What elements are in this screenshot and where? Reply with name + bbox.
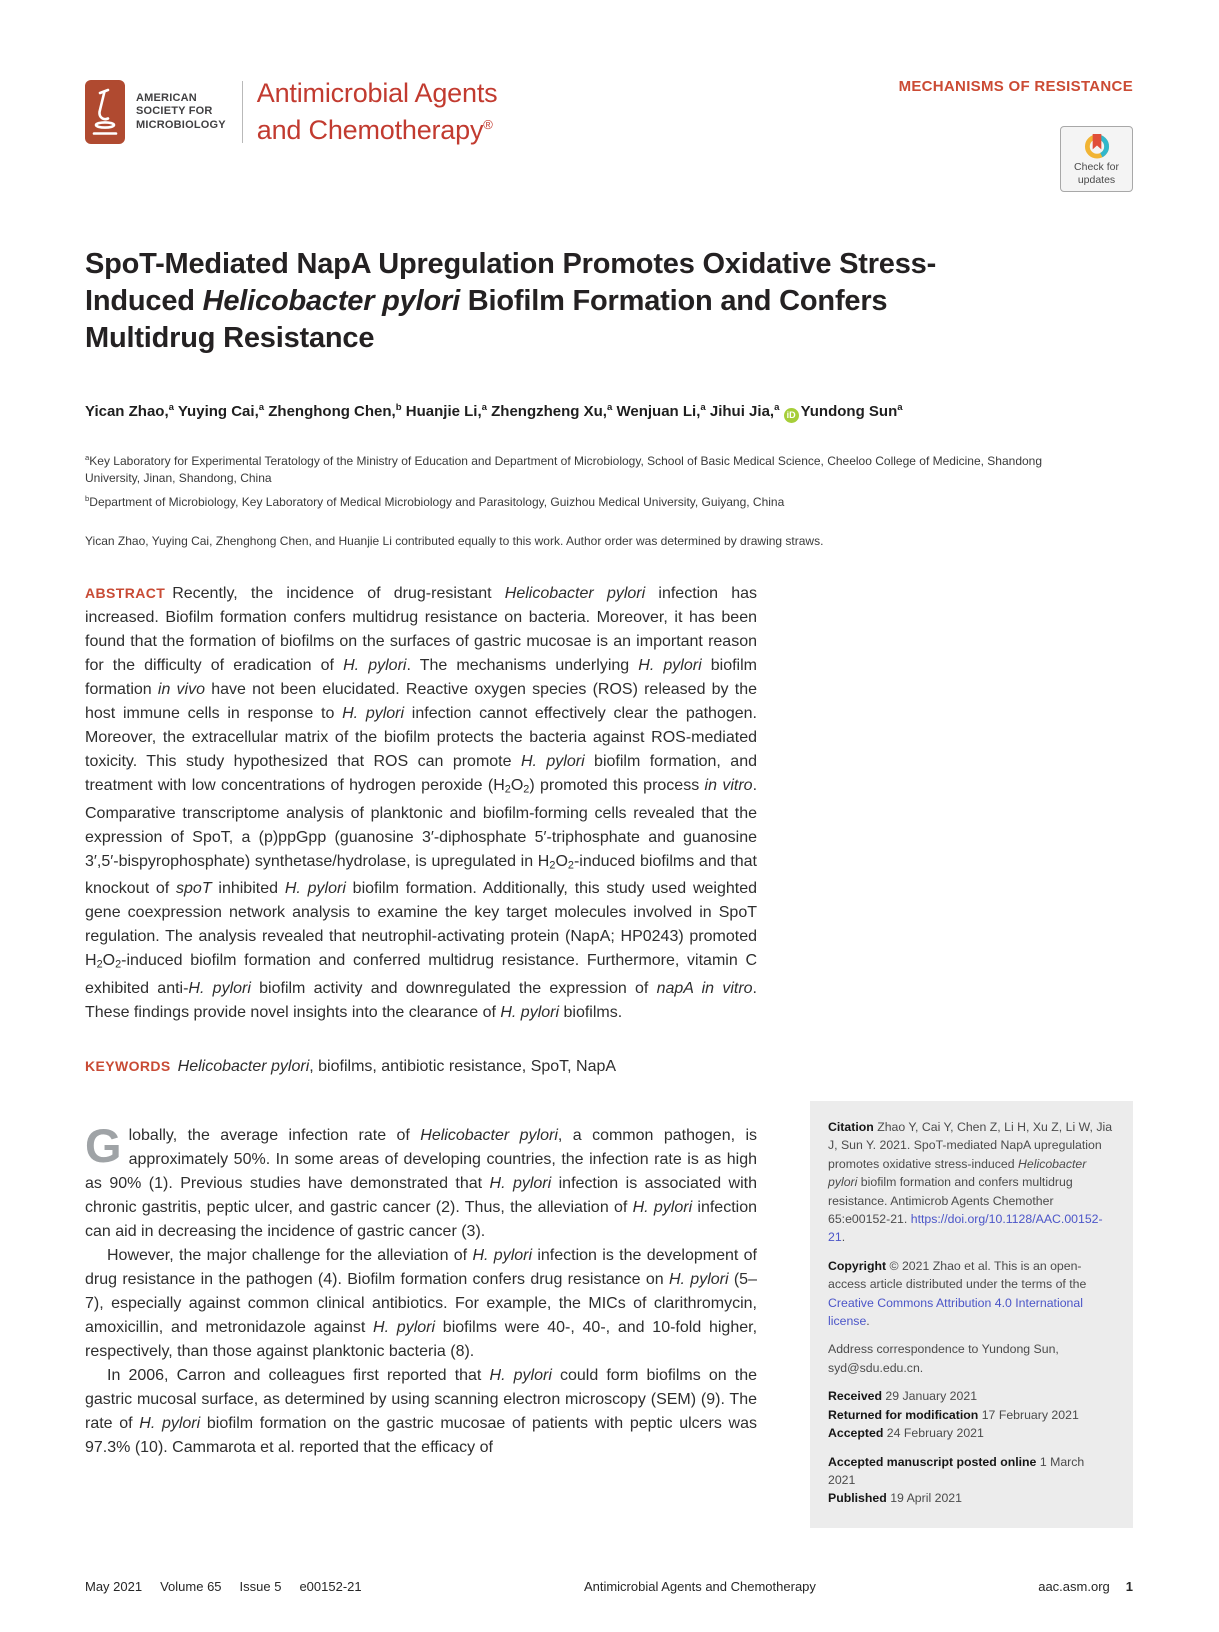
posted-online-text: Accepted manuscript posted online 1 March 2021 [828, 1454, 1085, 1487]
journal-title-line2: and Chemotherapy® [256, 115, 493, 145]
authors-line: Yican Zhao,$^a$ Yuying Cai,$^a$ Zhenghong Chen,$^b$ Huanjie Li,$^a$ Zhengzheng Xu,$^a$ Wenjuan Li,$^a$ Jihui Jia,$^a$ iD Yundong Sun$^a$ [85, 402, 1133, 423]
orcid-icon[interactable]: iD [784, 408, 799, 423]
asm-logo [85, 80, 125, 144]
inline-link[interactable]: Creative Commons Attribution 4.0 International license [828, 1295, 1083, 1329]
abstract-label: ABSTRACT [85, 585, 166, 601]
body-paragraph-3: In 2006, Carron and colleagues first reported that H. pylori could form biofilms on the gastric mucosal surface, as determined by using scanning electron microscopy (SEM) (9). The rate of H. pylori biofilm formation on the gastric mucosae of patients with peptic ulcers was 97.3% (10). Cammarota et al. reported that the efficacy of [85, 1367, 758, 1457]
society-line: MICROBIOLOGY [136, 118, 226, 131]
footer-date: May 2021 [85, 1579, 143, 1594]
body-text [85, 1119, 758, 1460]
registered-mark: ® [483, 117, 493, 132]
masthead-right [899, 78, 1133, 192]
received-text: Received 29 January 2021 [828, 1389, 978, 1404]
check-for-updates-label: Check for updates [1074, 161, 1119, 186]
abstract-text: Recently, the incidence of drug-resistant Helicobacter pylori infection has increased. Biofilm formation confers multidrug resistance on bacteria. Moreover, it has been found that the formation of biofilms on the surfaces of gastric mucosae is an important reason for the difficulty of eradication of H. pylori. The mechanisms underlying H. pylori biofilm formation in vivo have not been elucidated. Reactive oxygen species (ROS) released by the host immune cells in response to H. pylori infection cannot effectively clear the pathogen. Moreover, the extracellular matrix of the biofilm protects the bacteria against ROS-mediated toxicity. This study hypothesized that ROS can promote H. pylori biofilm formation, and treatment with low concentrations of hydrogen peroxide (H2O2) promoted this process in vitro. Comparative transcriptome analysis of planktonic and biofilm-forming cells revealed that the expression of SpoT, a (p)ppGpp (guanosine 3′-diphosphate 5′-triphosphate and guanosine 3′,5′-bispyrophosphate) synthetase/hydrolase, is upregulated in H2O2-induced biofilms and that knockout of spoT inhibited H. pylori biofilm formation. Additionally, this study used weighted gene coexpression network analysis to examine the key target molecules involved in SpoT regulation. The analysis revealed that neutrophil-activating protein (NapA; HP0243) promoted H2O2-induced biofilm formation and conferred multidrug resistance. Furthermore, vitamin C exhibited anti-H. pylori biofilm activity and downregulated the expression of napA in vitro. These findings provide novel insights into the clearance of H. pylori biofilms. [85, 585, 758, 1022]
keywords-line [85, 1055, 757, 1078]
check-for-updates-icon [1080, 133, 1114, 159]
abstract-paragraph [85, 581, 757, 1025]
footer-article-id: e00152-21 [299, 1579, 362, 1594]
microscope-icon [90, 86, 120, 138]
published-text: Published 19 April 2021 [828, 1491, 962, 1506]
journal-title [257, 78, 498, 146]
masthead-divider [242, 81, 243, 143]
footer-page-number: 1 [1125, 1579, 1133, 1594]
title-line-2: Induced Helicobacter pylori Biofilm Formation and Confers [85, 285, 888, 317]
citation-box [810, 1101, 1133, 1528]
copyright-text: Copyright © 2021 Zhao et al. This is an open-access article distributed under the terms of the Creative Commons Attribution 4.0 International license. [828, 1258, 1087, 1329]
journal-title-line1: Antimicrobial Agents [256, 78, 498, 108]
society-name [136, 92, 226, 133]
footer-site-link[interactable]: aac.asm.org [1038, 1579, 1110, 1594]
affiliation-a: $^a$Key Laboratory for Experimental Teratology of the Ministry of Education and Department of Microbiology, School of Basic Medical Science, Cheeloo College of Medicine, Shandong University, Jinan, Shandong, China [85, 453, 1043, 485]
section-label: MECHANISMS OF RESISTANCE [898, 78, 1133, 95]
body-paragraph-2: However, the major challenge for the alleviation of H. pylori infection is the development of drug resistance in the pathogen (4). Biofilm formation confers drug resistance on H. pylori (5–7), especially against common clinical antibiotics. For example, the MICs of clarithromycin, amoxicillin, and metronidazole against H. pylori biofilms were 40-, 40-, and 10-fold higher, respectively, than those against planktonic bacteria (8). [85, 1247, 758, 1361]
main-column [85, 573, 757, 1528]
content-columns [85, 573, 1133, 1528]
title-line-3: Multidrug Resistance [85, 322, 375, 354]
check-for-updates-button[interactable] [1060, 126, 1133, 192]
citation-text: Citation Zhao Y, Cai Y, Chen Z, Li H, Xu Z, Li W, Jia J, Sun Y. 2021. SpoT-mediated NapA upregulation promotes oxidative stress-induced Helicobacter pylori biofilm formation and confers multidrug resistance. Antimicrob Agents Chemother 65:e00152-21. https://doi.org/10.1128/AAC.00152-21. [828, 1120, 1113, 1245]
title-line-1: SpoT-Mediated NapA Upregulation Promotes Oxidative Stress- [85, 248, 937, 280]
society-line: SOCIETY FOR [136, 105, 213, 118]
footer-volume: Volume 65 [160, 1579, 222, 1594]
dropcap: G [85, 1119, 122, 1173]
footer-journal-name: Antimicrobial Agents and Chemotherapy [583, 1579, 816, 1594]
contribution-note: Yican Zhao, Yuying Cai, Zhenghong Chen, and Huanjie Li contributed equally to this work. Author order was determined by drawing straws. [85, 534, 824, 548]
page-footer [85, 1579, 1133, 1594]
side-column [810, 573, 1133, 1528]
accepted-text: Accepted 24 February 2021 [828, 1426, 984, 1441]
returned-text: Returned for modification 17 February 2021 [828, 1407, 1079, 1422]
keywords-label: KEYWORDS [85, 1058, 171, 1075]
correspondence-text: Address correspondence to Yundong Sun, syd@sdu.edu.cn. [828, 1342, 1059, 1375]
article-title [85, 246, 1085, 357]
footer-issue-info [85, 1579, 362, 1594]
journal-branding [85, 78, 497, 146]
footer-right [1038, 1579, 1133, 1594]
affiliation-b: $^b$Department of Microbiology, Key Laboratory of Medical Microbiology and Parasitology, Guizhou Medical University, Guiyang, China [85, 494, 785, 509]
keywords-text: Helicobacter pylori, biofilms, antibiotic resistance, SpoT, NapA [177, 1058, 617, 1076]
footer-issue: Issue 5 [239, 1579, 282, 1594]
society-line: AMERICAN [136, 91, 197, 104]
affiliations [85, 449, 1060, 514]
body-paragraph-1: Globally, the average infection rate of Helicobacter pylori, a common pathogen, is approximately 50%. In some areas of developing countries, the infection rate is as high as 90% (1). Previous studies have demonstrated that H. pylori infection is associated with chronic gastritis, peptic ulcer, and gastric cancer (2). Thus, the alleviation of H. pylori infection can aid in decreasing the incidence of gastric cancer (3). [85, 1119, 758, 1241]
inline-link[interactable]: https://doi.org/10.1128/AAC.00152-21 [828, 1212, 1103, 1245]
masthead [85, 78, 1133, 192]
